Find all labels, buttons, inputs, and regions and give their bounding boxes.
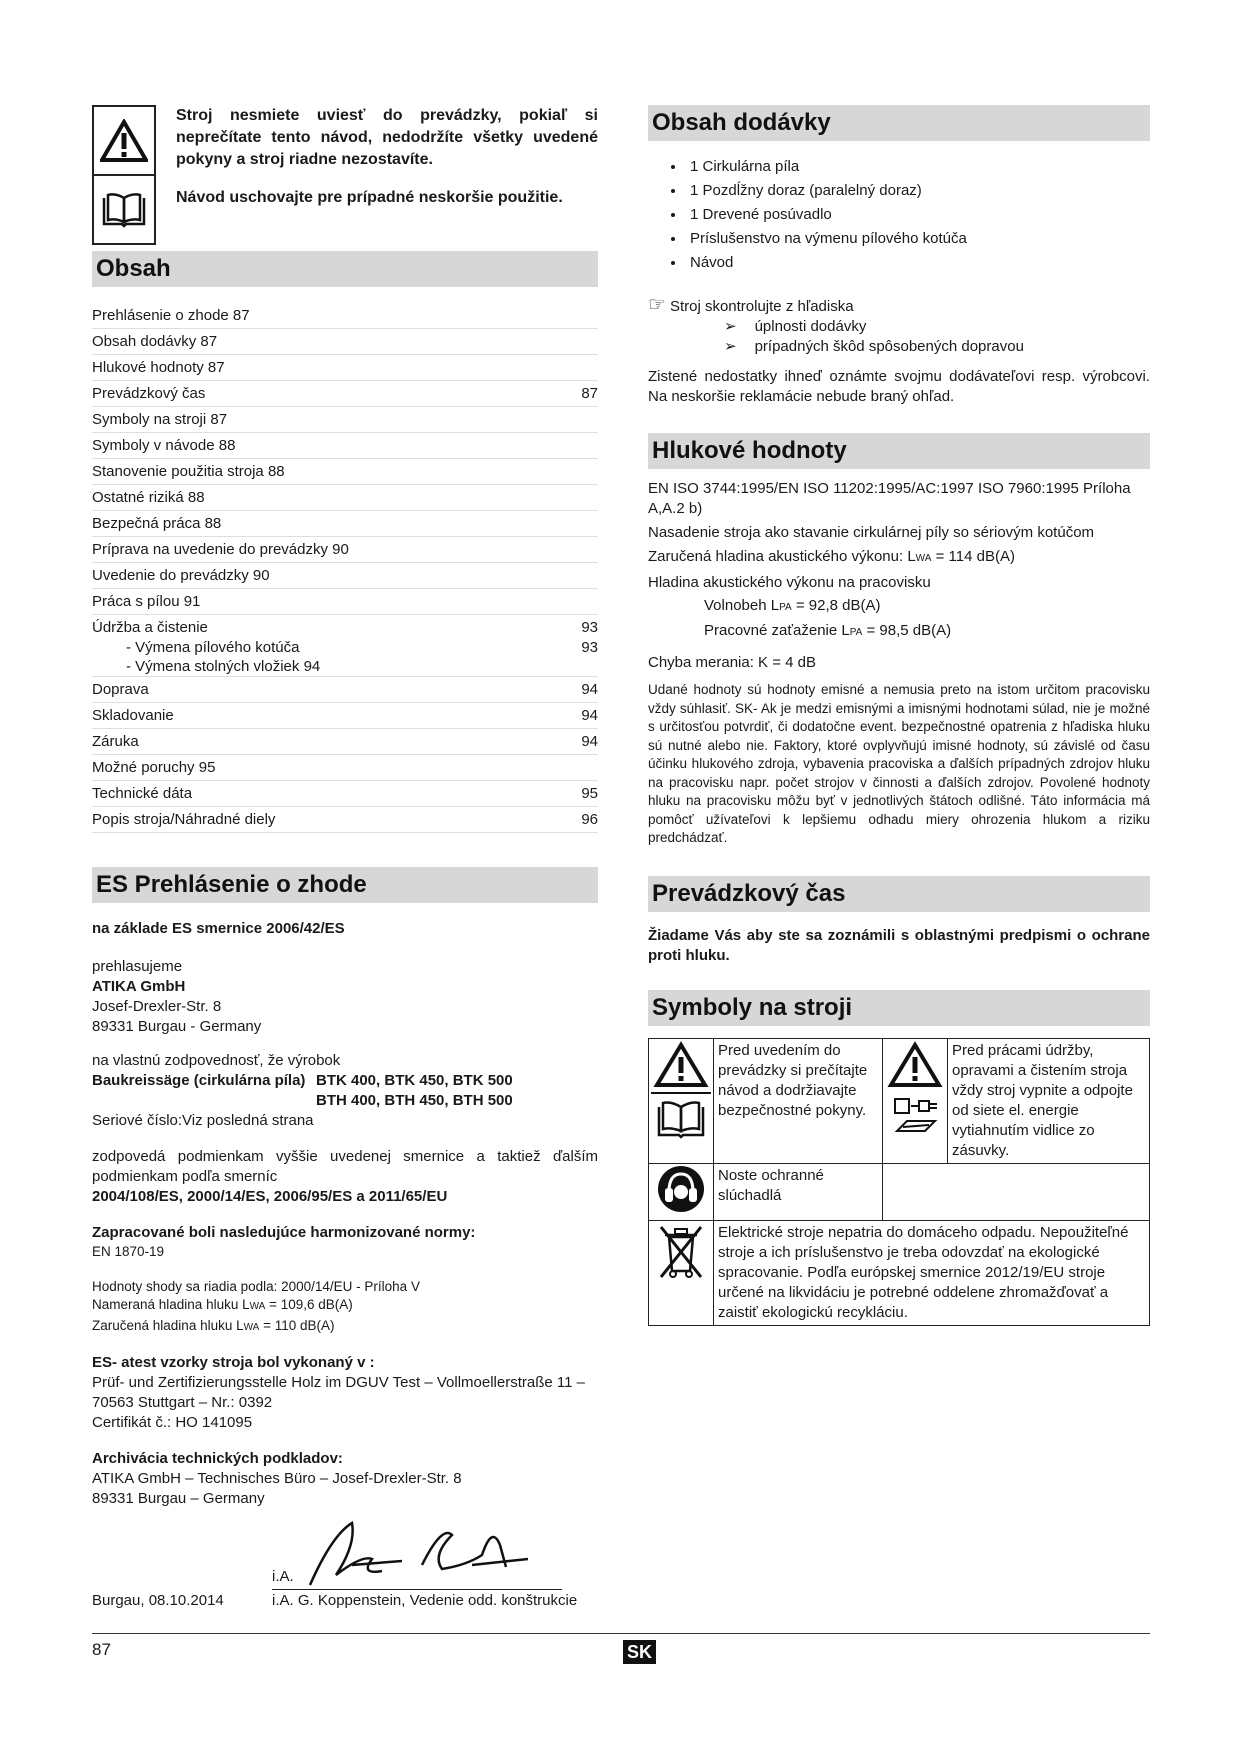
toc-item <box>92 407 598 433</box>
toc-label: Ostatné riziká 88 <box>92 489 205 506</box>
toc-page: 94 <box>581 681 598 698</box>
delivery-item: • Príslušenstvo na výmenu pílového kotúča <box>686 227 1150 251</box>
noise-idle: Volnobeh LPA = 92,8 dB(A) <box>704 597 881 614</box>
symbol-weee-text: Elektrické stroje nepatria do domáceho odpadu. Nepoužiteľné stroje a ich príslušenstvo je treba odovzdať na ekologické spracovanie. Podľa európskej smernice 2012/19/EU stroje určené na likvidáciu je potrebné oddelene zhromažďovať a zaistiť ekologickú recykláciu. <box>714 1220 1150 1325</box>
warning-text: Stroj nesmiete uviesť do prevádzky, pokiaľ si neprečítate tento návod, nedodržíte všetky uvedené pokyny a stroj riadne nezostavíte. <box>176 107 598 168</box>
toc-item <box>92 485 598 511</box>
serial-line: Seriové číslo:Viz posledná strana <box>92 1112 314 1129</box>
toc-label: Doprava <box>92 681 149 698</box>
toc-heading: Obsah <box>92 251 598 287</box>
signature-block <box>92 1515 598 1625</box>
toc-label: Technické dáta <box>92 785 193 802</box>
toc-item <box>92 729 598 755</box>
left-column <box>92 105 598 1625</box>
toc-subitem: - Výmena stolných vložiek 94 <box>126 658 321 675</box>
toc-label: Skladovanie <box>92 707 174 724</box>
measured-noise: Nameraná hladina hluku LWA = 109,6 dB(A) <box>92 1297 353 1312</box>
signature-line <box>272 1589 562 1590</box>
warning-icons <box>92 105 156 245</box>
company-name: ATIKA GmbH <box>92 978 186 995</box>
toc-item <box>92 781 598 807</box>
models-btk: BTK 400, BTK 450, BTK 500 <box>316 1072 513 1089</box>
place-date: Burgau, 08.10.2014 <box>92 1592 224 1609</box>
exam-body: Prüf- und Zertifizierungsstelle Holz im DGUV Test – Vollmoellerstraße 11 – 70563 Stuttgart – Nr.: 0392 <box>92 1374 585 1411</box>
symbol-empty-cell <box>883 1163 1150 1220</box>
declaration-heading: ES Prehlásenie o zhode <box>92 867 598 903</box>
check-item-damage: ➢ prípadných škôd spôsobených dopravou <box>724 338 1024 355</box>
symbol-unplug-icons <box>883 1038 948 1163</box>
norms-title: Zapracované boli nasledujúce harmonizované normy: <box>92 1224 476 1241</box>
toc-item <box>92 511 598 537</box>
toc-item <box>92 459 598 485</box>
symbols-table <box>648 1038 1150 1326</box>
toc-label: Údržba a čistenie <box>92 619 208 636</box>
operating-heading: Prevádzkový čas <box>648 876 1150 912</box>
delivery-item: • Návod <box>686 251 1150 275</box>
delivery-heading: Obsah dodávky <box>648 105 1150 141</box>
company-city: 89331 Burgau - Germany <box>92 1018 262 1035</box>
delivery-item: • 1 Pozdĺžny doraz (paralelný doraz) <box>686 179 1150 203</box>
norms-value: EN 1870-19 <box>92 1244 165 1259</box>
noise-info: Udané hodnoty sú hodnoty emisné a nemusia preto na istom určitom pracovisku vždy súhlasiť. SK- Ak je medzi emisnými a imisnými hodnotami súlad, nie je možné s určitosťou potvrdiť, či dodatočne event. bezpečnostné opatrenia z hľadiska hluku sú nutné alebo nie. Faktory, ktoré ovplyvňujú imisné hodnoty, sú závislé od času účinku hlukového zdroja, vybavenia pracoviska a ďalších prípadných zdrojov hluku na pracovisku napr. počet strojov v činnosti a ďalších zdrojov. Povolené hodnoty hluku na pracovisku môžu byť v jednotlivých štátoch odlišné. Táto informácia má pomôcť užívateľovi k lepšiemu odhadu miery ohrozenia hlukom a riziku predchádzať. <box>648 682 1150 845</box>
toc-label: Symboly v návode 88 <box>92 437 236 454</box>
table-of-contents <box>92 303 598 833</box>
warning-block <box>92 105 598 245</box>
toc-page: 95 <box>581 785 598 802</box>
keep-manual-text: Návod uschovajte pre prípadné neskoršie použitie. <box>176 189 563 206</box>
archive-title: Archivácia technických podkladov: <box>92 1450 343 1467</box>
toc-item <box>92 703 598 729</box>
toc-page: 94 <box>581 707 598 724</box>
handwritten-signature <box>292 1515 532 1599</box>
toc-label: Príprava na uvedenie do prevádzky 90 <box>92 541 349 558</box>
toc-item <box>92 755 598 781</box>
guaranteed-noise: Zaručená hladina hluku LWA = 110 dB(A) <box>92 1317 335 1333</box>
symbol-ear-protection-text: Noste ochranné slúchadlá <box>714 1163 883 1220</box>
symbol-read-manual-text: Pred uvedením do prevádzky si prečítajte návod a dodržiavajte bezpečnostné pokyny. <box>714 1038 883 1163</box>
symbol-unplug-text: Pred prácami údržby, opravami a čistením stroja vždy stroj vypnite a odpojte od siete el. energie vytiahnutím vidlice zo zásuvky. <box>948 1038 1150 1163</box>
noise-body <box>648 479 1150 848</box>
toc-page: 87 <box>581 385 598 402</box>
operating-text: Žiadame Vás aby ste sa zoznámili s oblastnými predpismi o ochrane proti hluku. <box>648 926 1150 964</box>
toc-item <box>92 329 598 355</box>
toc-item <box>92 355 598 381</box>
toc-label: Obsah dodávky 87 <box>92 333 218 350</box>
toc-label: Hlukové hodnoty 87 <box>92 359 225 376</box>
toc-page: 93 <box>581 619 598 636</box>
toc-label: Možné poruchy 95 <box>92 759 216 776</box>
delivery-item: • 1 Drevené posúvadlo <box>686 203 1150 227</box>
directive-line: na základe ES smernice 2006/42/ES <box>92 920 345 937</box>
toc-item <box>92 303 598 329</box>
declaration-body <box>92 919 598 1625</box>
toc-item <box>92 537 598 563</box>
toc-item <box>92 807 598 833</box>
toc-subitem: - Výmena pílového kotúča 93 <box>126 639 598 656</box>
check-item-completeness: ➢ úplnosti dodávky <box>724 318 867 335</box>
pointing-hand-icon: ☞ <box>648 294 666 316</box>
symbols-heading: Symboly na stroji <box>648 990 1150 1026</box>
toc-label: Prehlásenie o zhode 87 <box>92 307 250 324</box>
toc-item <box>92 677 598 703</box>
product-block <box>92 1071 598 1111</box>
responsibility-line: na vlastnú zodpovednosť, že výrobok <box>92 1052 341 1069</box>
toc-page: 94 <box>581 733 598 750</box>
toc-label: Prevádzkový čas <box>92 385 206 402</box>
toc-label: Bezpečná práca 88 <box>92 515 222 532</box>
toc-item <box>92 589 598 615</box>
noise-workplace: Hladina akustického výkonu na pracovisku <box>648 574 931 591</box>
noise-standards: EN ISO 3744:1995/EN ISO 11202:1995/AC:1997 ISO 7960:1995 Príloha A,A.2 b) <box>648 480 1131 517</box>
noise-load: Pracovné zaťaženie LPA = 98,5 dB(A) <box>704 622 952 639</box>
toc-label: Symboly na stroji 87 <box>92 411 228 428</box>
delivery-list <box>648 155 1150 275</box>
toc-label: Práca s pílou 91 <box>92 593 201 610</box>
symbol-read-manual-icons <box>649 1038 714 1163</box>
toc-item-maintenance <box>92 615 598 677</box>
models-bth: BTH 400, BTH 450, BTH 500 <box>316 1092 513 1109</box>
weee-bin-icon <box>649 1220 714 1325</box>
company-street: Josef-Drexler-Str. 8 <box>92 998 222 1015</box>
archive-line-2: 89331 Burgau – Germany <box>92 1490 265 1507</box>
exam-title: ES- atest vzorky stroja bol vykonaný v : <box>92 1354 375 1371</box>
certificate-line: Certifikát č.: HO 141095 <box>92 1414 253 1431</box>
delivery-notice: Zistené nedostatky ihneď oznámte svojmu dodávateľovi resp. výrobcovi. Na neskoršie reklamácie nebude braný ohľad. <box>648 368 1150 405</box>
ia-mark: i.A. <box>272 1568 294 1585</box>
toc-label: Popis stroja/Náhradné diely <box>92 811 276 828</box>
noise-guaranteed: Zaručená hladina akustického výkonu: LWA = 114 dB(A) <box>648 548 1015 565</box>
toc-label: Záruka <box>92 733 139 750</box>
noise-error: Chyba merania: K = 4 dB <box>648 654 817 671</box>
delivery-item: • 1 Cirkulárna píla <box>686 155 1150 179</box>
check-line: ☞ Stroj skontrolujte z hľadiska <box>648 294 854 316</box>
toc-label: Uvedenie do prevádzky 90 <box>92 567 270 584</box>
noise-heading: Hlukové hodnoty <box>648 433 1150 469</box>
product-label: Baukreissäge (cirkulárna píla) <box>92 1072 306 1089</box>
toc-label: Stanovenie použitia stroja 88 <box>92 463 285 480</box>
toc-item <box>92 381 598 407</box>
warning-triangle-icon <box>94 107 154 174</box>
toc-item <box>92 563 598 589</box>
noise-setup: Nasadenie stroja ako stavanie cirkulárnej píly so sériovým kotúčom <box>648 524 1095 541</box>
conformity-line: zodpovedá podmienkam vyššie uvedenej smernice a taktiež ďalším podmienkam podľa smerníc <box>92 1148 598 1185</box>
signatory-name: i.A. G. Koppenstein, Vedenie odd. konštrukcie <box>272 1592 578 1609</box>
archive-line-1: ATIKA GmbH – Technisches Büro – Josef-Drexler-Str. 8 <box>92 1470 462 1487</box>
ear-protection-icon <box>649 1163 714 1220</box>
page-number: 87 <box>92 1640 111 1659</box>
footer-divider <box>92 1633 1150 1634</box>
toc-item <box>92 433 598 459</box>
directives-list: 2004/108/ES, 2000/14/ES, 2006/95/ES a 2011/65/EU <box>92 1188 448 1205</box>
toc-page: 96 <box>581 811 598 828</box>
language-badge: SK <box>623 1640 656 1664</box>
declare-line: prehlasujeme <box>92 958 183 975</box>
manual-book-icon <box>94 174 154 243</box>
conformity-values: Hodnoty shody sa riadia podla: 2000/14/EU - Príloha V <box>92 1278 420 1294</box>
right-column <box>648 105 1150 1326</box>
